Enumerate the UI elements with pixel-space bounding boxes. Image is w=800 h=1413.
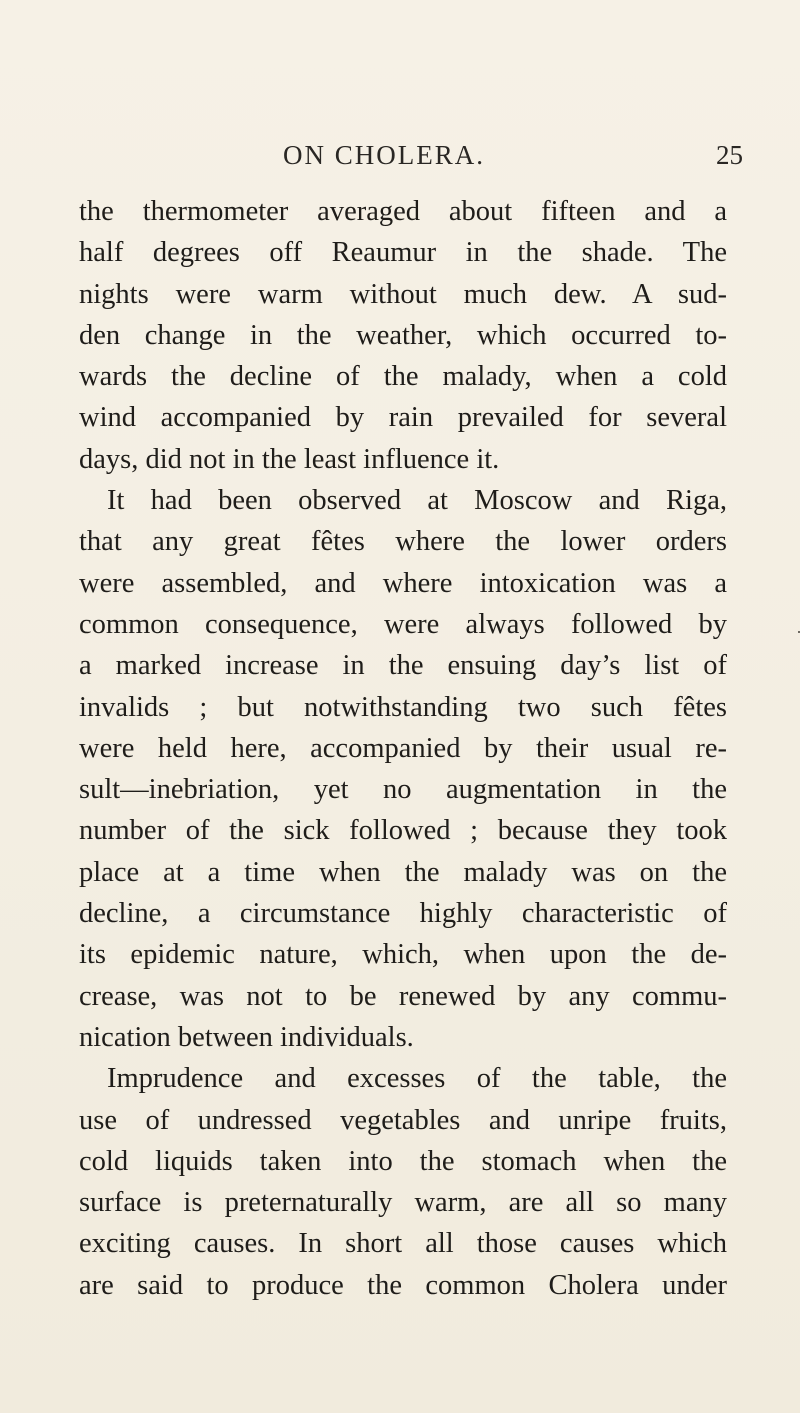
text-line: decline, a circumstance highly characteristic of — [79, 898, 727, 930]
running-head: ON CHOLERA. — [283, 140, 485, 170]
text-line: place at a time when the malady was on the — [79, 856, 727, 888]
text-line: exciting causes. In short all those causes which — [79, 1228, 727, 1260]
text-line: invalids ; but notwithstanding two such fêtes — [79, 691, 727, 723]
text-line: crease, was not to be renewed by any commu- — [79, 980, 727, 1012]
text-line: common consequence, were always followed by — [79, 608, 727, 640]
text-line: nication between individuals. — [79, 1021, 414, 1053]
text-line: surface is preternaturally warm, are all so many — [79, 1187, 727, 1219]
text-line: that any great fêtes where the lower orders — [79, 526, 727, 558]
text-line: days, did not in the least influence it. — [79, 443, 500, 475]
text-line: Imprudence and excesses of the table, the — [107, 1063, 727, 1095]
text-line: wards the decline of the malady, when a cold — [79, 361, 727, 393]
text-line: were assembled, and where intoxication was a — [79, 567, 727, 599]
text-line: sult—inebriation, yet no augmentation in the — [79, 774, 727, 806]
text-line: are said to produce the common Cholera under — [79, 1269, 727, 1301]
text-line: use of undressed vegetables and unripe fruits, — [79, 1104, 727, 1136]
text-line: a marked increase in the ensuing day’s list of — [79, 650, 727, 682]
text-line: half degrees off Reaumur in the shade. The — [79, 237, 727, 269]
text-line: its epidemic nature, which, when upon the de- — [79, 939, 727, 971]
text-line: nights were warm without much dew. A sud- — [79, 278, 727, 310]
text-line: cold liquids taken into the stomach when the — [79, 1145, 727, 1177]
text-line: wind accompanied by rain prevailed for several — [79, 402, 727, 434]
text-line: den change in the weather, which occurred to- — [79, 319, 727, 351]
page-number: 25 — [716, 140, 743, 170]
body-text — [79, 191, 727, 1306]
text-line: number of the sick followed ; because they took — [79, 815, 727, 847]
text-line: It had been observed at Moscow and Riga, — [107, 485, 727, 517]
text-line: the thermometer averaged about fifteen and a — [79, 196, 727, 227]
text-line: were held here, accompanied by their usual re- — [79, 732, 727, 764]
